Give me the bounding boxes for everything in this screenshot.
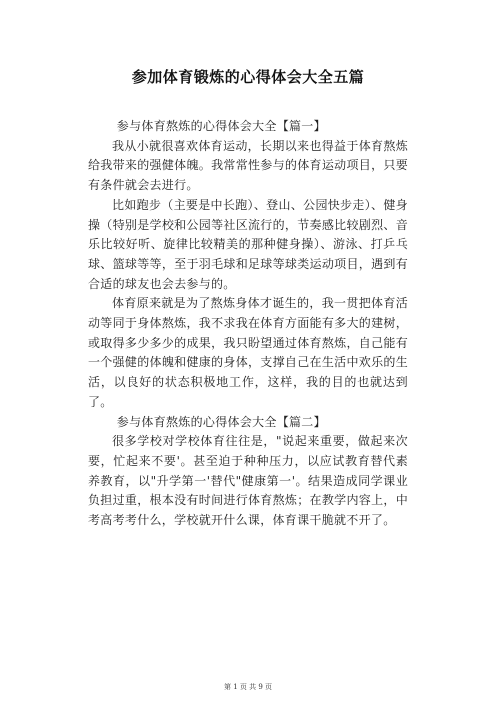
section-1-heading: 参与体育熬炼的心得体会大全【篇一】 <box>116 119 326 133</box>
section-2-heading: 参与体育熬炼的心得体会大全【篇二】 <box>116 414 326 429</box>
section-1-paragraph-3: 体育原来就是为了熬炼身体才诞生的，我一贯把体育活动等同于身体熬炼，我不求我在体育方面能有多大的建树，或取得多少多少的成果，我只盼望通过体育熬炼，自己能有一个强健的体魄和健康的身体，支撑自己在生活中欢乐的生活，以良好的状态积极地工作，这样，我的目的也就达到了。 <box>88 296 408 409</box>
document-body <box>88 117 408 531</box>
section-2-paragraph-1: 很多学校对学校体育往往是，"说起来重要，做起来次要，忙起来不要'。甚至迫于种种压力，以应试教育替代素养教育，以"升学第一'替代"健康第一'。结果造成同学课业负担过重，根本没有时间进行体育熬炼；在教学内容上，中考高考考什么，学校就开什么课，体育课干脆就不开了。 <box>88 434 408 528</box>
section-1-paragraph-2: 比如跑步（主要是中长跑）、登山、公园快步走）、健身操（特别是学校和公园等社区流行的，节奏感比较剧烈、音乐比较好听、旋律比较精美的那种健身操）、游泳、打乒乓球、篮球等等，至于羽毛球和足球等球类运动项目，遇到有合适的球友也会去参与的。 <box>88 197 408 291</box>
section-1-paragraph-1: 我从小就很喜欢体育运动，长期以来也得益于体育熬炼给我带来的强健体魄。我常常性参与的体育运动项目，只要有条件就会去进行。 <box>88 138 408 193</box>
page-number-footer: 第 1 页 共 9 页 <box>223 683 273 691</box>
document-title: 参加体育锻炼的心得体会大全五篇 <box>131 68 365 86</box>
